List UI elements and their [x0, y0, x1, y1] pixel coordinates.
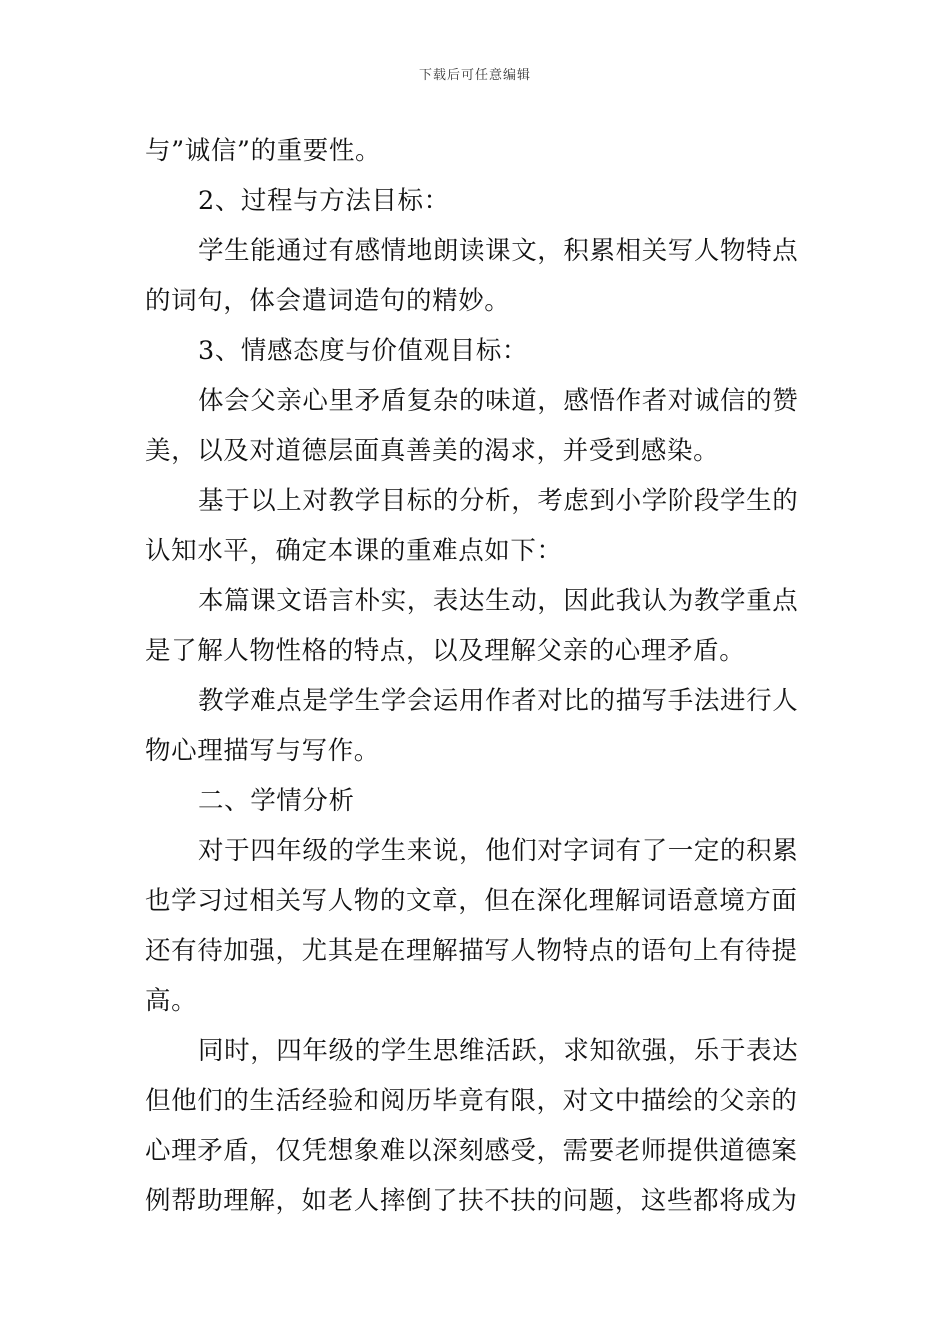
- text-line: 也学习过相关写人物的文章，但在深化理解词语意境方面: [145, 886, 798, 916]
- text-line: 高。: [145, 986, 198, 1016]
- text-line: 的词句，体会遣词造句的精妙。: [145, 286, 511, 316]
- section-heading: 二、学情分析: [198, 786, 355, 816]
- text-line: 基于以上对教学目标的分析，考虑到小学阶段学生的: [198, 486, 799, 516]
- text-line: 是了解人物性格的特点，以及理解父亲的心理矛盾。: [145, 636, 746, 666]
- text-line: 3、情感态度与价值观目标：: [198, 336, 529, 366]
- text-line: 美，以及对道德层面真善美的渴求，并受到感染。: [145, 436, 720, 466]
- text-line: 心理矛盾，仅凭想象难以深刻感受，需要老师提供道德案: [145, 1136, 798, 1166]
- text-line: 还有待加强，尤其是在理解描写人物特点的语句上有待提: [145, 936, 798, 966]
- text-line: 同时，四年级的学生思维活跃，求知欲强，乐于表达: [198, 1036, 799, 1066]
- text-line: 本篇课文语言朴实，表达生动，因此我认为教学重点: [198, 586, 799, 616]
- text-line: 例帮助理解，如老人摔倒了扶不扶的问题，这些都将成为: [145, 1186, 798, 1216]
- text-line: 学生能通过有感情地朗读课文，积累相关写人物特点: [198, 236, 799, 266]
- text-line: 2、过程与方法目标：: [198, 186, 450, 216]
- document-body: [145, 126, 807, 1226]
- text-line: 但他们的生活经验和阅历毕竟有限，对文中描绘的父亲的: [145, 1086, 798, 1116]
- text-line: 认知水平，确定本课的重难点如下：: [145, 536, 563, 566]
- text-line: 教学难点是学生学会运用作者对比的描写手法进行人: [198, 686, 799, 716]
- text-line: 物心理描写与写作。: [145, 736, 380, 766]
- text-line: 对于四年级的学生来说，他们对字词有了一定的积累: [198, 836, 799, 866]
- page-header: 下载后可任意编辑: [418, 68, 531, 83]
- text-line: 与”诚信”的重要性。: [145, 136, 382, 166]
- text-line: 体会父亲心里矛盾复杂的味道，感悟作者对诚信的赞: [198, 386, 799, 416]
